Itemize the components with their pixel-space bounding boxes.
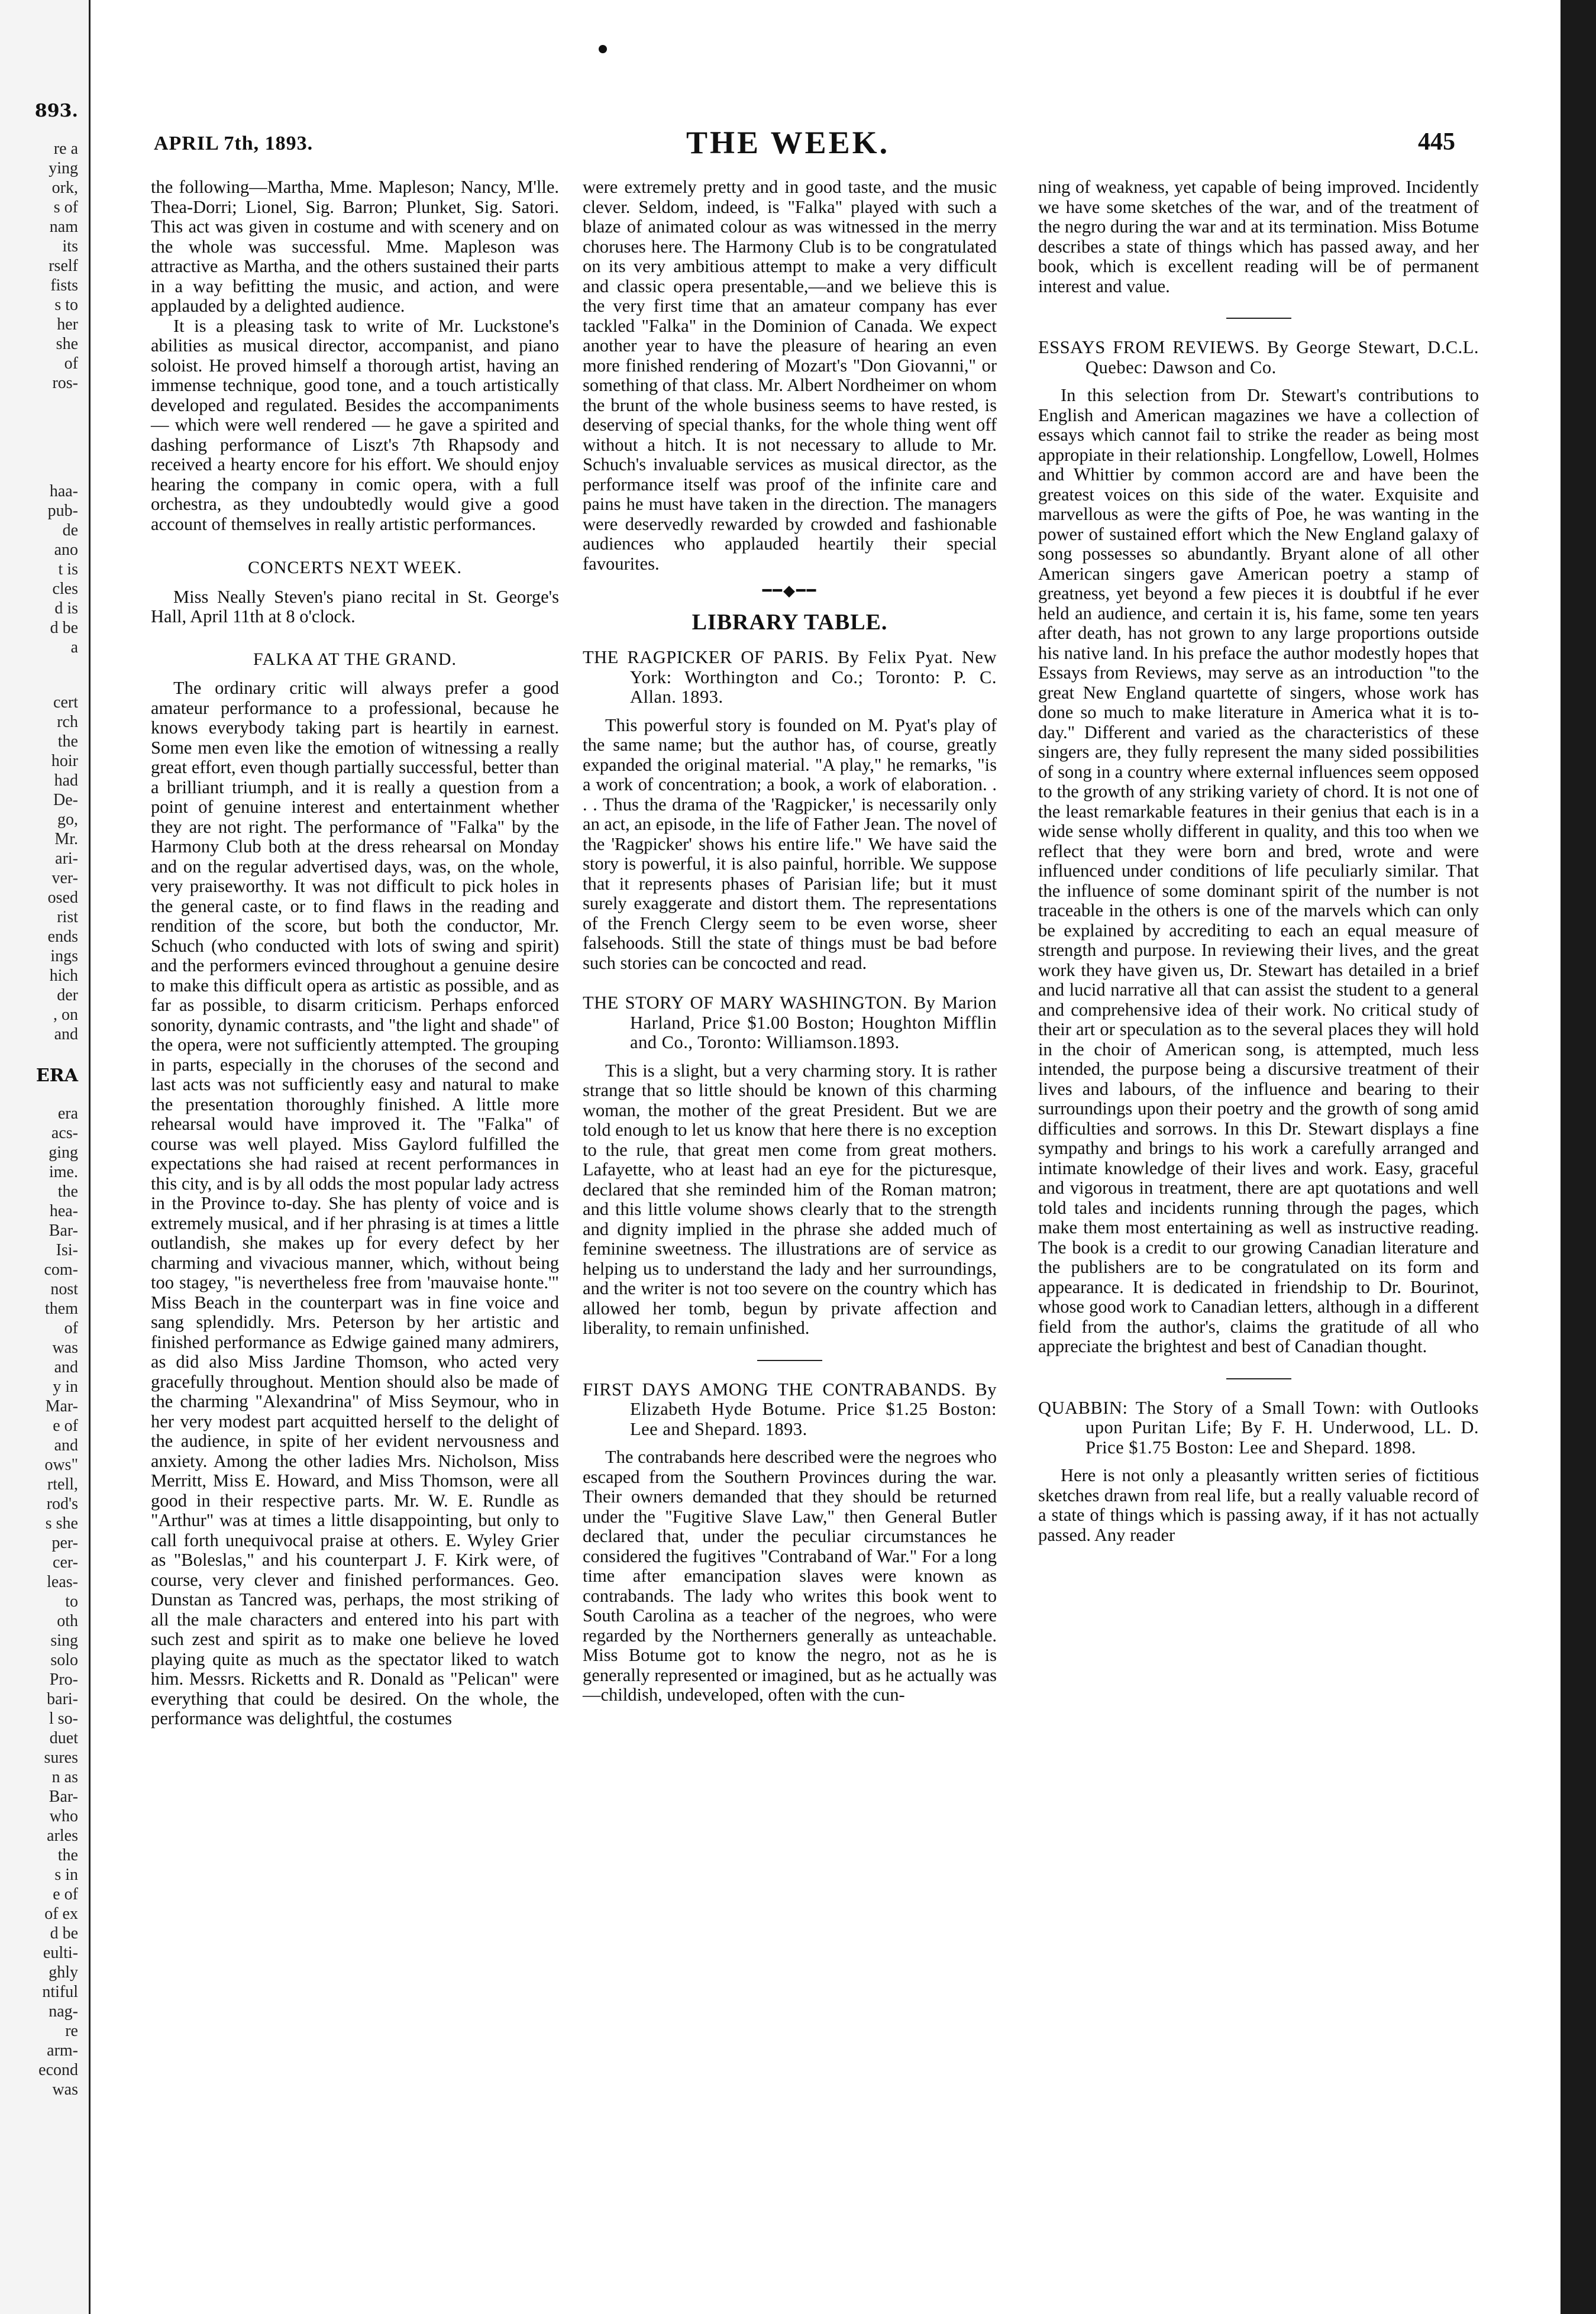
gutter-text-a: re a ying ork, s of nam its rself fists s to her she of ros- — [49, 140, 78, 392]
paragraph: This is a slight, but a very charming story. It is rather strange that so little should be known of this charming woman, the mother of the great President. But we are told enough to let us know that here there is no exception to the rule, that great men come from great mothers. Lafayette, who at least had an eye for the picturesque, declared that she reminded him of the Roman matron; and this little volume shows clearly that to the strength and dignity implied in the phrase she added much of feminine sweetness. The illustrations are of service as helping us to understand the lady and her surroundings, and the writer is not too severe on the country which has allowed her tomb, begun by private affection and liberality, to remain unfinished. — [583, 1060, 997, 1338]
page-edge — [1561, 0, 1596, 2314]
paragraph: Miss Neally Steven's piano recital in St. George's Hall, April 11th at 8 o'clock. — [151, 586, 559, 626]
review-heading-mary-washington: THE STORY OF MARY WASHINGTON. By Marion Harland, Price $1.00 Boston; Houghton Mifflin and Co., Toronto: Williamson.1893. — [583, 993, 997, 1052]
paragraph: The ordinary critic will always prefer a good amateur performance to a professional, because he knows everybody taking part is heartily in earnest. Some men even like the emotion of witnessing a really great effort, even though partially successful, better than a brilliant triumph, and it is really a question from a point of genuine interest and entertainment whether they are not right. The performance of "Falka" by the Harmony Club both at the dress rehearsal on Monday and on the regular advertised days, was, on the whole, very praiseworthy. It was not difficult to pick holes in the general caste, or to find flaws in the reading and rendition of the score, but both the conductor, Mr. Schuch (who conducted with lots of swing and spirit) and the performers evinced throughout a genuine desire to make this difficult opera as artistic as possible, and as far as possible, to disarm criticism. Perhaps enforced sonority, dynamic contrasts, and "the light and shade" of the opera, were not sufficiently attempted. The grouping in parts, especially in the choruses of the second and last acts was not sufficiently easy and natural to make the presentation thoroughly finished. A little more rehearsal would have improved it. The "Falka" of course was well played. Miss Gaylord fulfilled the expectations she had raised at recent performances in this city, and is by all odds the most popular lady actress in the Province to-day. She has plenty of voice and is extremely musical, and if her phrasing is at times a little outlandish, she makes up for every defect by her charming and vivacious manner, which, without being too stagey, "is nevertheless free from 'mauvaise honte.'" Miss Beach in the counterpart was in fine voice and sang splendidly. Mrs. Peterson by her artistic and finished performance as Edwige gained many admirers, as did also Miss Jardine Thomson, who acted very gracefully throughout. Mention should also be made of the charming "Alexandrina" of Miss Seymour, who in her very modest part acquitted herself to the delight of the audience, in spite of her evident nervousness and anxiety. Among the other ladies Mrs. Nicholson, Miss Merritt, Miss E. Howard, and Miss Thomson, were all good in their respective parts. Mr. W. E. Rundle as "Arthur" was at times a little disappointing, but only to call forth unequivocal praise at others. E. Wyley Grier as "Boleslas," and his counterpart J. F. Kirk were, of course, very clever and finished performances. Geo. Dunstan as Tancred was, perhaps, the most striking of all the male characters and entered into his part with such zest and spirit as to make one believe he loved playing quite as much as the spectator liked to watch him. Messrs. Ricketts and R. Donald as "Pelican" were everything that could be desired. On the whole, the performance was delightful, the costumes — [151, 678, 559, 1728]
ornament-divider: ━━◆━━ — [762, 582, 818, 599]
divider-rule — [1226, 318, 1291, 319]
gutter-text-b: haa- pub- de ano t is cles d is d be a — [47, 482, 78, 657]
review-heading-essays: ESSAYS FROM REVIEWS. By George Stewart, D.C.L. Quebec: Dawson and Co. — [1038, 337, 1479, 377]
section-title-falka: FALKA AT THE GRAND. — [253, 649, 457, 669]
gutter-text-d: era acs- ging ime. the hea- Bar- Isi- com- nost them of was and y in Mar- e of and ows" rtell, rod's s she per- cer- leas- to oth sing solo Pro- bari- l so- duet sures n as Bar- who arles the s in e of of ex d be eulti- ghly ntiful nag- re arm- econd was — [38, 1104, 78, 2099]
previous-page-gutter — [0, 0, 91, 2314]
paragraph: Here is not only a pleasantly written series of fictitious sketches drawn from real life, but a really valuable record of a state of things which is passing away, if it has not actually passed. Any reader — [1038, 1465, 1479, 1545]
paragraph: It is a pleasing task to write of Mr. Luckstone's abilities as musical director, accompanist, and piano soloist. He proved himself a thorough artist, having an immense technique, good tone, and a touch artistically developed and regulated. Besides the accompaniments — which were well rendered — he gave a spirited and dashing performance of Liszt's 7th Rhapsody and received a hearty encore for his effort. We should enjoy hearing the company in comic opera, with a full orchestra, as they undoubtedly would give a good account of themselves in really artistic performances. — [151, 315, 559, 534]
publication-title: THE WEEK. — [686, 125, 890, 160]
issue-date: APRIL 7th, 1893. — [154, 132, 314, 154]
section-title-library: LIBRARY TABLE. — [692, 609, 888, 635]
review-heading-ragpicker: THE RAGPICKER OF PARIS. By Felix Pyat. New York: Worthington and Co.; Toronto: P. C. Allan. 1893. — [583, 647, 997, 707]
column-1 — [151, 177, 559, 1729]
column-3 — [1038, 177, 1479, 1545]
divider-rule — [1226, 1378, 1291, 1379]
section-title-concerts: CONCERTS NEXT WEEK. — [248, 558, 462, 577]
paragraph: This powerful story is founded on M. Pyat's play of the same name; but the author has, of course, greatly expanded the original material. "A play," he remarks, "is a work of concentration; a book, a work of elaboration. . . . Thus the drama of the 'Ragpicker,' is necessarily only an act, an episode, in the life of Father Jean. The novel of the 'Ragpicker' shows his entire life." We have said the story is powerful, it is also painful, horrible. We suppose that it represents phases of Parisian life; but it must surely exaggerate and distort them. The representations of the French Clergy seem to be even worse, sheer falsehoods. Still the state of things must be bad before such stories can be concocted and read. — [583, 715, 997, 973]
page-number: 445 — [1418, 128, 1455, 156]
review-heading-quabbin: QUABBIN: The Story of a Small Town: with Outlooks upon Puritan Life; By F. H. Underwood, LL. D. Price $1.75 Boston: Lee and Shepard. 1898. — [1038, 1397, 1479, 1457]
review-heading-first-days: FIRST DAYS AMONG THE CONTRABANDS. By Elizabeth Hyde Botume. Price $1.25 Boston: Lee and Shepard. 1893. — [583, 1379, 997, 1439]
gutter-page-fragment: 893. — [34, 101, 78, 121]
paragraph: In this selection from Dr. Stewart's contributions to English and American magazines we have a collection of essays which cannot fail to strike the reader as being most appropiate in their relationship. Longfellow, Lowell, Holmes and Whittier by common accord are and have been the greatest voices on this side of the water. Exquisite and marvellous as were the gifts of Poe, he was wanting in the power of sustained effort which the New England galaxy of song possesses so abundantly. Bryant alone of all other American singers gave American poetry a stamp of greatness, yet beyond a few pieces it is doubtful if he ever held an audience, and certain it is, his fame, some ten years after death, has not grown to any large proportions outside his native land. In his preface the author modestly hopes that Essays from Reviews, may serve as an introduction "to the great New England quartette of singers, whose work has done so much to make literature in America what it is to-day." Different and varied as the characteristics of these singers are, they fully represent the many sided possibilities of song in a country where external influences seem opposed to the growth of any striking variety of chord. It is not one of the least remarkable features in their genius that each is in a wide sense wholly different in quality, and this too when we reflect that they were born and bred, wrote and were influenced under conditions of life peculiarly similar. That the influence of some dominant spirit of the number is not traceable in the others is one of the marvels which can only be explained by accrediting to each an equal measure of strength and purpose. In reviewing their lives, and the great work they have given us, Dr. Stewart has detailed in a brief and lucid narrative all that can assist the student to a general and comprehensive idea of their work. No critical study of their art or speculation as to the several places they will hold in the choir of American song, is attempted, much less intended, the purpose being a discursive treatment of their lives and labours, of the influence and bearing to their surroundings upon their poetry and the growth of song amid difficulties and sorrows. In this Dr. Stewart displays a fine sympathy and brings to his work a carefully arranged and intimate knowledge of their lives and work. Easy, graceful and vigorous in treatment, there are apt quotations and well told tales and incidents running through the pages, which make them most entertaining as well as instructive reading. The book is a credit to our growing Canadian literature and the publishers are to be congratulated on its form and appearance. It is dedicated in friendship to Dr. Bourinot, whose good work to Canadian letters, although in a different field from the author's, claims the gratitude of all who appreciate the brightest and best of Canadian thought. — [1038, 385, 1479, 1356]
gutter-text-c: cert rch the hoir had De- go, Mr. ari- ver- osed rist ends ings hich der , on and — [47, 693, 78, 1043]
gutter-heading: ERA — [35, 1065, 78, 1086]
paragraph: the following—Martha, Mme. Mapleson; Nancy, M'lle. Thea-Dorri; Lionel, Sig. Barron; Plunket, Sig. Satori. This act was given in costume and with scenery and on the whole was successful. Mme. Mapleson was attractive as Martha, and the others sustained their parts in a way befitting the music, and action, and were applauded by a delighted audience. — [151, 177, 559, 316]
paragraph: were extremely pretty and in good taste, and the music clever. Seldom, indeed, is "Falka" played with such a blaze of animated colour as was witnessed in the merry choruses here. The Harmony Club is to be congratulated on its very ambitious attempt to make a very difficult and classic opera presentable,—and we believe this is the very first time that an amateur company has ever tackled "Falka" in the Dominion of Canada. We expect another year to have the pleasure of hearing an even more finished rendering of Mozart's "Don Giovanni," or something of that class. Mr. Albert Nordheimer on whom the brunt of the whole business seems to have rested, is deserving of special thanks, for the whole thing went off without a hitch. It is not necessary to allude to Mr. Schuch's invaluable services as musical director, as the performance itself was proof of the infinite care and pains he must have taken in the direction. The managers were deservedly rewarded by crowded and fashionable audiences who applauded heartily their special favourites. — [583, 177, 997, 574]
paragraph: The contrabands here described were the negroes who escaped from the Southern Provinces during the war. Their owners demanded that they should be returned under the "Fugitive Slave Law," then General Butler declared that, under the peculiar circumstances he considered the fugitives "Contraband of War." For a long time after emancipation slaves were known as contrabands. The lady who writes this book went to South Carolina as a teacher of the negroes, who were regarded by the Northerners generally as unteachable. Miss Botume got to know the negro, not as he is generally represented or imagined, but as he actually was—childish, undeveloped, often with the cun- — [583, 1447, 997, 1705]
paragraph: ning of weakness, yet capable of being improved. Incidently we have some sketches of the war, and of the treatment of the negro during the war and at its termination. Miss Botume describes a state of things which has passed away, and her book, which is excellent reading will be of permanent interest and value. — [1038, 177, 1479, 296]
column-2 — [583, 177, 997, 1705]
divider-rule — [757, 1360, 822, 1361]
running-head — [154, 124, 1455, 166]
print-dot — [599, 45, 607, 53]
